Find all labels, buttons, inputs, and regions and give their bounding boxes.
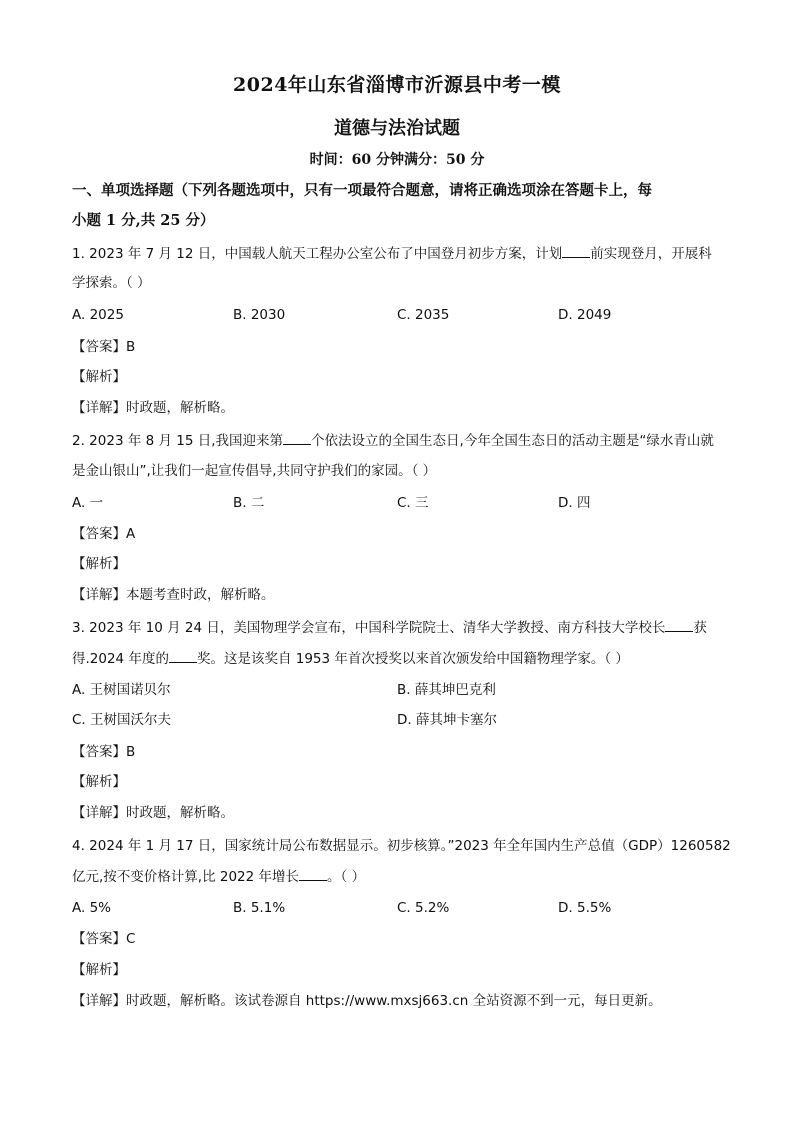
q1-answer: 【答案】B	[72, 339, 136, 355]
q2-stem-line1	[72, 430, 732, 451]
q1-stem-part2: 前实现登月，开展科	[590, 246, 712, 262]
q1-stem-line2: 学探索。（ ）	[72, 275, 151, 291]
q4-stem-line2	[72, 866, 732, 887]
q1-analysis: 【解析】	[72, 369, 126, 385]
q3-stem-part2: 获	[693, 620, 707, 636]
q4-analysis: 【解析】	[72, 962, 126, 978]
q3-option-d: D. 薛其坤卡塞尔	[397, 712, 497, 728]
q1-option-a: A. 2025	[72, 307, 124, 323]
q4-answer: 【答案】C	[72, 931, 136, 947]
q3-stem-part4: 奖。这是该奖自 1953 年首次授奖以来首次颁发给中国籍物理学家。（ ）	[196, 651, 629, 667]
q4-option-b: B. 5.1%	[233, 900, 286, 916]
q3-analysis: 【解析】	[72, 774, 126, 790]
q4-option-d: D. 5.5%	[558, 900, 612, 916]
q1-option-b: B. 2030	[233, 307, 286, 323]
q3-detail: 【详解】时政题，解析略。	[72, 805, 234, 821]
q4-option-a: A. 5%	[72, 900, 111, 916]
q3-blank-2	[169, 648, 197, 663]
q1-option-c: C. 2035	[397, 307, 450, 323]
section-heading-line1: 一、单项选择题（下列各题选项中，只有一项最符合题意，请将正确选项涂在答题卡上，每	[72, 182, 652, 199]
section-heading-line2: 小题 1 分,共 25 分）	[72, 212, 215, 229]
q3-blank-1	[665, 617, 693, 632]
q2-option-a: A. 一	[72, 495, 104, 511]
exam-subject: 道德与法治试题	[334, 118, 460, 139]
q3-stem-part1: 3. 2023 年 10 月 24 日，美国物理学会宣布，中国科学院院士、清华大学教授、南方科技大学校长	[72, 620, 666, 636]
exam-time-info: 时间：60 分钟满分：50 分	[309, 152, 485, 168]
q4-stem-part2: 。（ ）	[327, 869, 366, 885]
q1-detail: 【详解】时政题，解析略。	[72, 400, 234, 416]
q4-option-c: C. 5.2%	[397, 900, 450, 916]
q3-answer: 【答案】B	[72, 744, 136, 760]
q2-option-d: D. 四	[558, 495, 591, 511]
q3-stem-line2	[72, 648, 732, 669]
q2-stem-part1: 2. 2023 年 8 月 15 日,我国迎来第	[72, 433, 284, 449]
q2-blank	[283, 430, 311, 445]
q2-stem-line2: 是金山银山”,让我们一起宣传倡导,共同守护我们的家园。（ ）	[72, 463, 437, 479]
q3-stem-line1	[72, 617, 732, 638]
q2-analysis: 【解析】	[72, 556, 126, 572]
q2-option-b: B. 二	[233, 495, 265, 511]
q3-option-a: A. 王树国诺贝尔	[72, 682, 171, 698]
q3-option-c: C. 王树国沃尔夫	[72, 712, 172, 728]
exam-title: 2024年山东省淄博市沂源县中考一模	[233, 74, 561, 96]
q1-blank	[562, 243, 590, 258]
q2-detail: 【详解】本题考查时政，解析略。	[72, 587, 275, 603]
q4-stem-part1: 亿元,按不变价格计算,比 2022 年增长	[72, 869, 300, 885]
q2-option-c: C. 三	[397, 495, 429, 511]
q2-stem-part2: 个依法设立的全国生态日,今年全国生态日的活动主题是“绿水青山就	[311, 433, 714, 449]
q3-option-b: B. 薛其坤巴克利	[397, 682, 496, 698]
q4-stem-line1: 4. 2024 年 1 月 17 日，国家统计局公布数据显示。初步核算。”2023 年全年国内生产总值（GDP）1260582	[72, 838, 731, 854]
q1-option-d: D. 2049	[558, 307, 612, 323]
q4-detail: 【详解】时政题，解析略。该试卷源自 https://www.mxsj663.cn 全站资源不到一元，每日更新。	[72, 993, 662, 1009]
q1-stem-line1	[72, 243, 732, 264]
q4-blank	[299, 866, 327, 881]
q1-stem-part1: 1. 2023 年 7 月 12 日，中国载人航天工程办公室公布了中国登月初步方案，计划	[72, 246, 563, 262]
q3-stem-part3: 得.2024 年度的	[72, 651, 169, 667]
q2-answer: 【答案】A	[72, 526, 136, 542]
